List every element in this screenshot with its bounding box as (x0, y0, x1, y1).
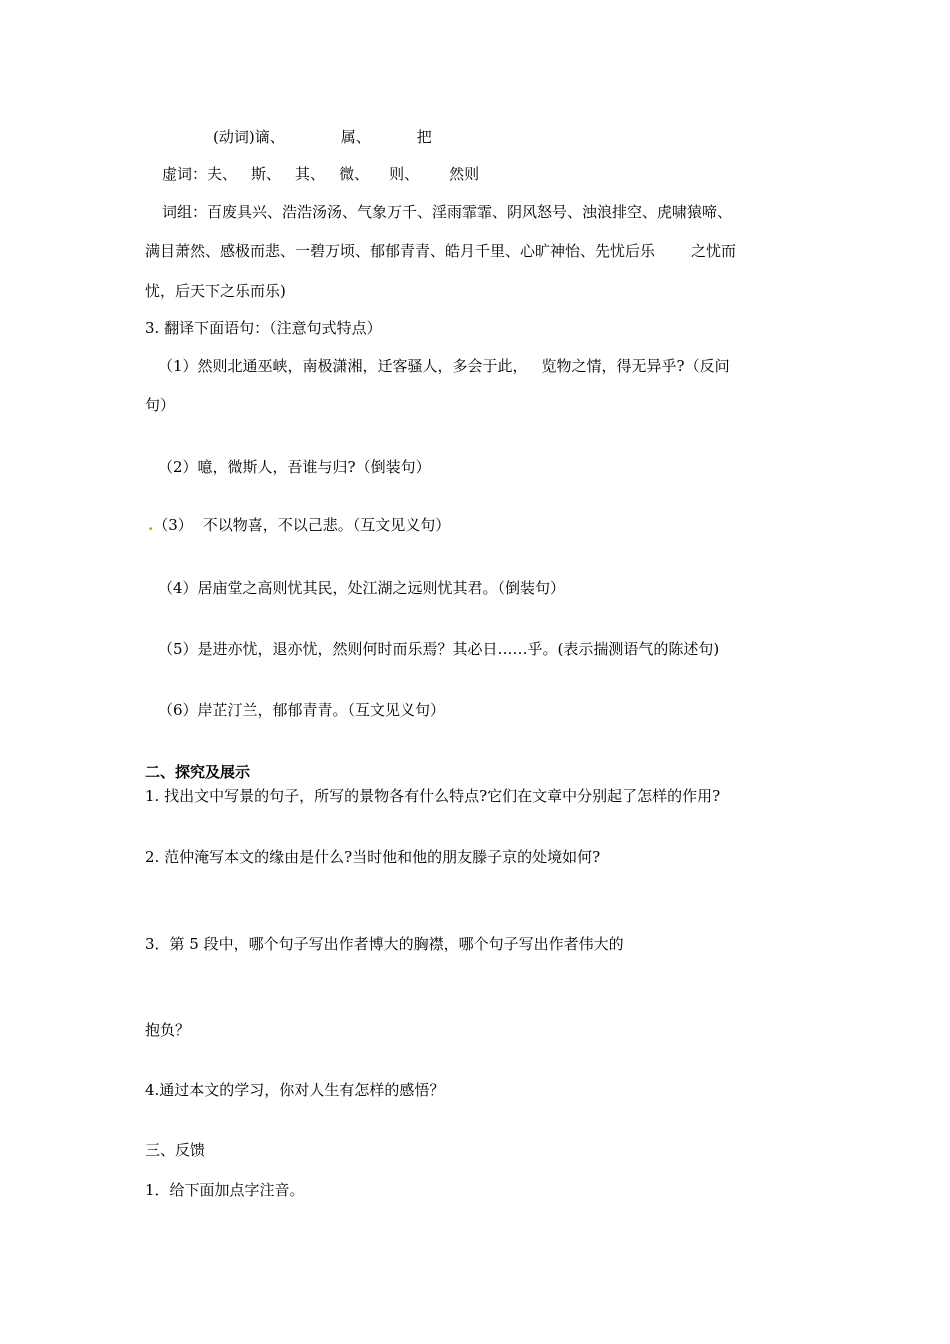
phrases-line-2a: 满目萧然、感极而悲、一碧万顷、郁郁青青、皓月千里、心旷神怡、先忧后乐 (145, 242, 656, 260)
sentence-3 (148, 515, 450, 535)
function-words-label: 虚词： (162, 165, 208, 183)
function-word: 斯、 (251, 165, 282, 183)
sentence-1b: 览物之情，得无异乎?（反问 (541, 357, 730, 375)
verbs-line (213, 127, 432, 147)
function-word: 则、 (389, 165, 420, 183)
sentence-1a: （1）然则北通巫峡，南极潇湘，迁客骚人，多会于此， (158, 357, 528, 375)
sentence-6: （6）岸芷汀兰，郁郁青青。（互文见义句） (158, 701, 446, 719)
sentence-3-text: 不以物喜，不以己悲。（互文见义句） (202, 516, 451, 534)
phrases-line-3: 忧，后天下之乐而乐) (145, 282, 286, 300)
function-word: 微、 (339, 165, 370, 183)
explore-question-1: 1. 找出文中写景的句子，所写的景物各有什么特点?它们在文章中分别起了怎样的作用? (145, 787, 721, 805)
feedback-question-1: 1．给下面加点字注音。 (145, 1181, 305, 1199)
verb-item: 属、 (340, 128, 371, 146)
translate-question-title: 3. 翻译下面语句：（注意句式特点） (145, 319, 382, 337)
margin-dot-mark: . (148, 516, 154, 534)
explore-question-3a: 3．第 5 段中，哪个句子写出作者博大的胸襟，哪个句子写出作者伟大的 (145, 935, 624, 953)
function-word: 夫、 (207, 165, 238, 183)
function-word: 其、 (295, 165, 326, 183)
explore-question-2: 2. 范仲淹写本文的缘由是什么?当时他和他的朋友滕子京的处境如何? (145, 848, 601, 866)
section-2-heading: 二、探究及展示 (145, 763, 251, 781)
verb-item: 把 (416, 128, 432, 146)
sentence-3-number: （3） (153, 516, 193, 534)
phrases-line-2 (145, 241, 736, 261)
sentence-5: （5）是进亦忧，退亦忧，然则何时而乐焉？其必日……乎。(表示揣测语气的陈述句) (158, 640, 720, 658)
section-3-heading: 三、反馈 (145, 1141, 206, 1159)
sentence-1-line-1 (158, 356, 730, 376)
function-word: 然则 (449, 165, 480, 183)
phrases-line-2b: 之忧而 (691, 242, 737, 260)
phrases-line-1: 词组：百废具兴、浩浩汤汤、气象万千、淫雨霏霏、阴风怒号、浊浪排空、虎啸猿啼、 (162, 203, 733, 221)
sentence-4: （4）居庙堂之高则忧其民，处江湖之远则忧其君。（倒装句） (158, 579, 566, 597)
explore-question-4: 4.通过本文的学习，你对人生有怎样的感悟？ (145, 1081, 445, 1099)
verbs-prefix: (动词) (213, 128, 255, 146)
function-words-line (162, 164, 479, 184)
explore-question-3b: 抱负？ (145, 1021, 191, 1039)
sentence-2: （2）噫，微斯人，吾谁与归?（倒装句） (158, 458, 431, 476)
verb-item: 谪、 (254, 128, 285, 146)
sentence-1-line-2: 句） (145, 396, 176, 414)
